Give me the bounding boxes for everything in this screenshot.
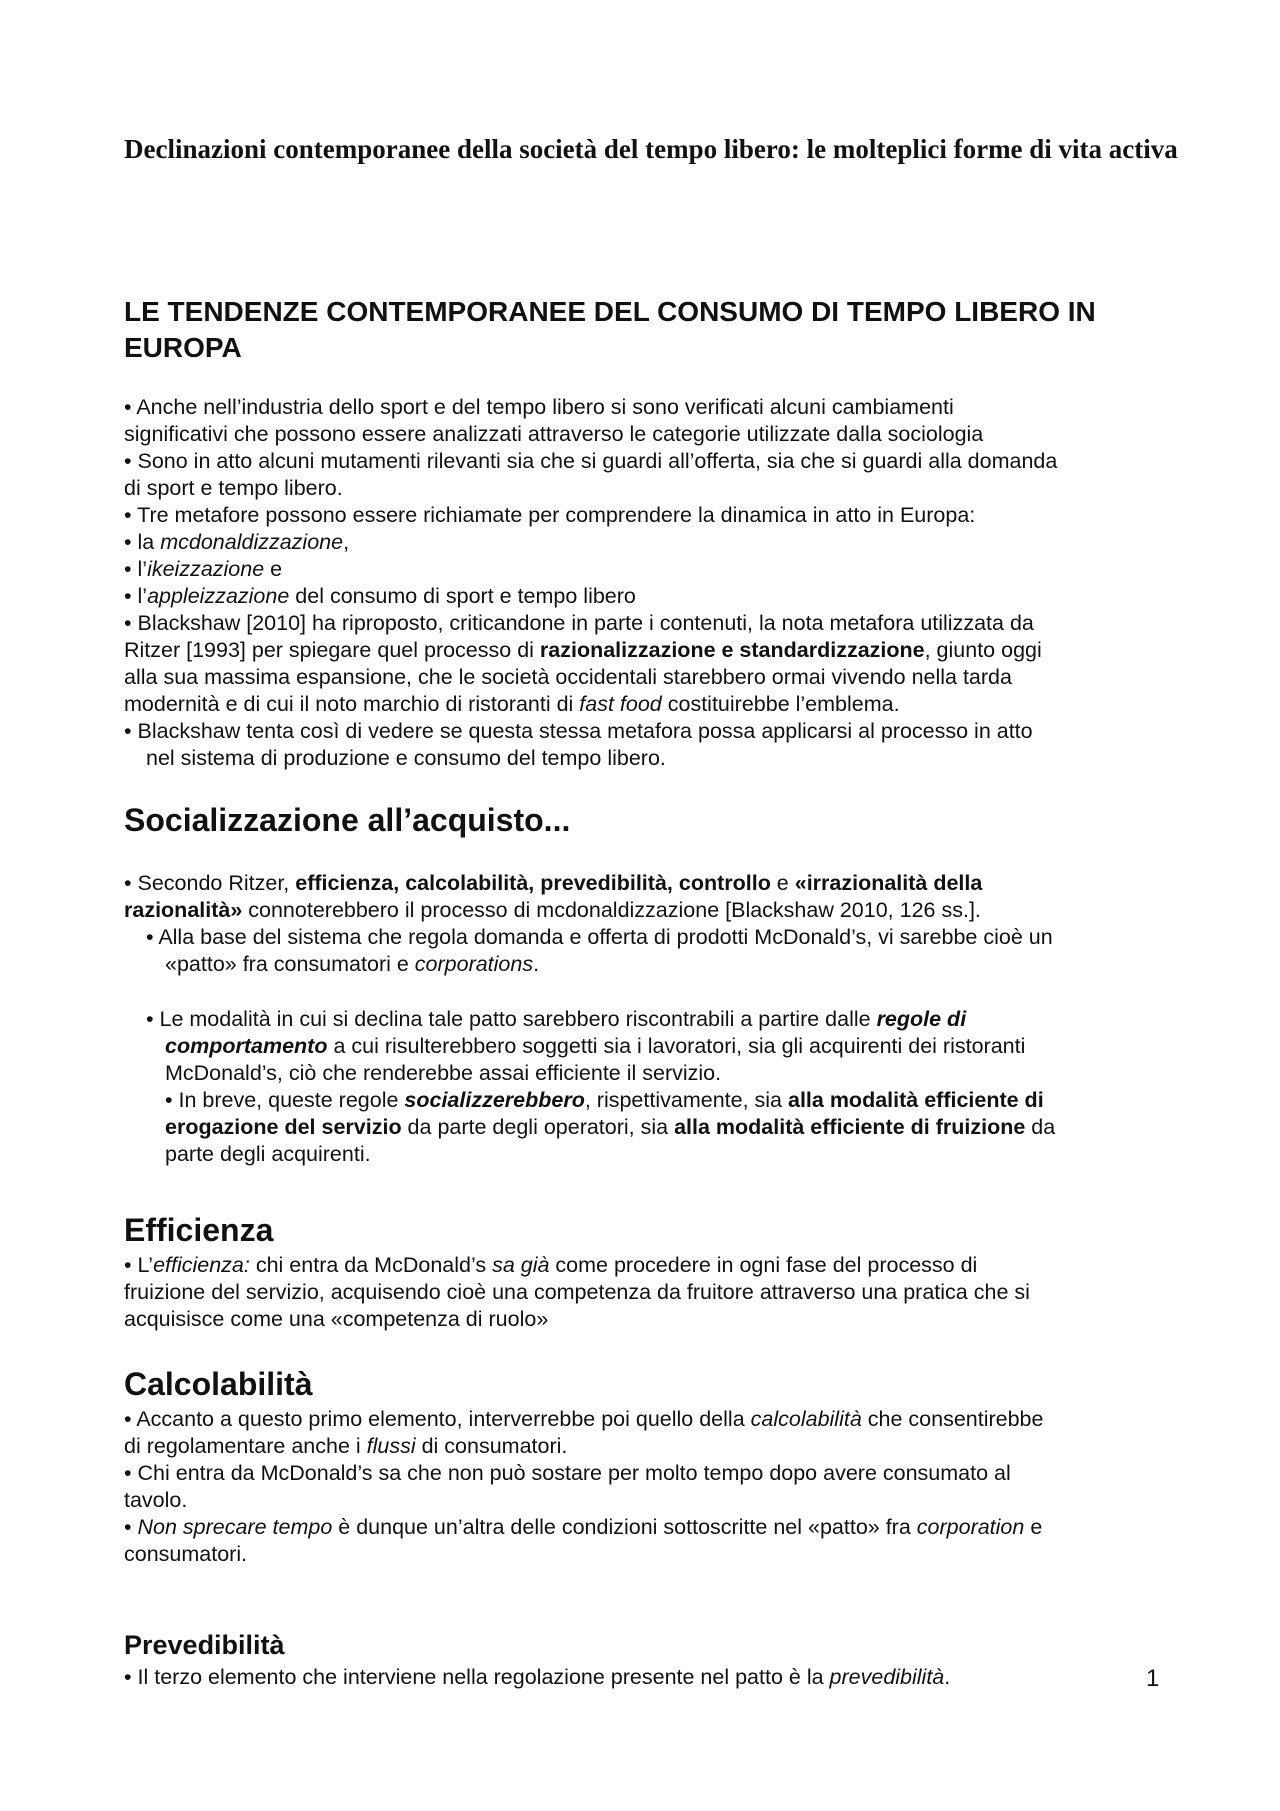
italic-term: fast food [579,692,662,716]
text-line: • Sono in atto alcuni mutamenti rilevanti sia che si guardi all’offerta, sia che si guardi alla domanda [124,449,1058,473]
section-socializzazione-body-2 [124,1006,1184,1168]
bullet-text: • l’ [124,557,148,581]
section-socializzazione-body [124,870,1184,978]
bold-italic-term: regole di [876,1007,967,1031]
text-line: • Anche nell’industria dello sport e del tempo libero si sono verificati alcuni cambiamenti [124,395,954,419]
italic-term: efficienza: [153,1253,250,1277]
text-line [124,691,1184,718]
text-line: significativi che possono essere analizzati attraverso le categorie utilizzate dalla sociologia [124,422,984,446]
section-heading-tendenze: LE TENDENZE CONTEMPORANEE DEL CONSUMO DI TEMPO LIBERO IN EUROPA [124,296,1096,363]
text-span: modernità e di cui il noto marchio di ristoranti di [124,692,580,716]
text-span: e [770,871,795,895]
list-item-appleizzazione [124,583,1184,610]
text-span: • In breve, queste regole [165,1088,405,1112]
conjunction-text: e [264,557,283,581]
section-prevedibilita-body [124,1664,1184,1691]
punctuation: , [343,530,350,554]
text-span: del consumo di sport e tempo libero [289,584,636,608]
italic-term: calcolabilità [750,1407,862,1431]
text-span: • L’ [124,1253,154,1277]
bold-term: prevedibilità [540,871,667,895]
punctuation: , [528,871,541,895]
bold-term: alla modalità efficiente di fruizione [674,1115,1026,1139]
text-line [124,897,1184,924]
punctuation: . [533,952,540,976]
text-line: • Blackshaw tenta così di vedere se questa stessa metafora possa applicarsi al processo in atto [124,719,1033,743]
text-line [124,1033,1184,1060]
text-span: , giunto oggi [924,638,1042,662]
text-span: • Le modalità in cui si declina tale patto sarebbero riscontrabili a partire dalle [146,1007,877,1031]
punctuation: . [944,1665,951,1689]
text-line [124,1087,1184,1114]
text-span: • Accanto a questo primo elemento, interverrebbe poi quello della [124,1407,751,1431]
text-line [124,1514,1184,1541]
text-span: costituirebbe l’emblema. [661,692,900,716]
bold-term: alla modalità efficiente di [787,1088,1044,1112]
list-item-ikeizzazione [124,556,1184,583]
bold-italic-term: socializzerebbero [404,1088,585,1112]
bullet-text: • la [124,530,161,554]
text-line: parte degli acquirenti. [165,1142,371,1166]
bold-term: razionalizzazione e standardizzazione [539,638,925,662]
text-span: a cui risulterebbero soggetti sia i lavoratori, sia gli acquirenti dei ristoranti [327,1034,1026,1058]
bold-term: «irrazionalità della [794,871,983,895]
text-line [124,1006,1184,1033]
section-efficienza-body [124,1252,1184,1333]
text-line [124,951,1184,978]
text-line [124,1433,1184,1460]
bold-italic-term: comportamento [165,1034,328,1058]
text-line: fruizione del servizio, acquisendo cioè una competenza da fruitore attraverso una pratica che si [124,1280,1030,1304]
text-span: che consentirebbe [861,1407,1044,1431]
punctuation: , [666,871,679,895]
bold-term: erogazione del servizio [165,1115,402,1139]
section-tendenze-body [124,394,1184,772]
bullet-text: • l’ [124,584,148,608]
term-ikeizzazione: ikeizzazione [147,557,265,581]
text-line [124,1114,1184,1141]
section-heading-socializzazione: Socializzazione all’acquisto... [124,802,571,838]
italic-term: Non sprecare tempo [137,1515,333,1539]
bold-term: calcolabilità [405,871,529,895]
bold-term: controllo [678,871,771,895]
text-span: da parte degli operatori, sia [401,1115,675,1139]
bold-term: efficienza [295,871,394,895]
text-span: • Secondo Ritzer, [124,871,296,895]
text-span: e [1024,1515,1043,1539]
text-line: tavolo. [124,1488,188,1512]
text-span: connoterebbero il processo di mcdonaldizzazione [Blackshaw 2010, 126 ss.]. [242,898,981,922]
text-line: • Blackshaw [2010] ha riproposto, criticandone in parte i contenuti, la nota metafora utilizzata da [124,611,1034,635]
text-line [124,637,1184,664]
text-span: • Il terzo elemento che interviene nella regolazione presente nel patto è la [124,1665,830,1689]
section-heading-efficienza: Efficienza [124,1212,274,1248]
italic-term: prevedibilità [829,1665,945,1689]
text-span: Ritzer [1993] per spiegare quel processo di [124,638,540,662]
text-line: McDonald’s, ciò che renderebbe assai efficiente il servizio. [165,1061,722,1085]
term-appleizzazione: appleizzazione [147,584,290,608]
text-line: • Alla base del sistema che regola domanda e offerta di prodotti McDonald’s, vi sarebbe cioè un [146,925,1053,949]
section-heading-prevedibilita: Prevedibilità [124,1630,285,1660]
text-span: da [1025,1115,1056,1139]
text-line: consumatori. [124,1542,248,1566]
page-number: 1 [1146,1665,1160,1692]
italic-term: sa già [492,1253,550,1277]
text-line: di sport e tempo libero. [124,476,343,500]
text-line [124,870,1184,897]
text-line: nel sistema di produzione e consumo del tempo libero. [146,746,666,770]
text-span: è dunque un’altra delle condizioni sottoscritte nel «patto» fra [332,1515,917,1539]
term-mcdonaldizzazione: mcdonaldizzazione [160,530,344,554]
punctuation: , [393,871,406,895]
text-span: di consumatori. [415,1434,568,1458]
text-span: , rispettivamente, sia [584,1088,788,1112]
section-heading-calcolabilita: Calcolabilità [124,1366,313,1402]
text-line [124,1406,1184,1433]
text-span: «patto» fra consumatori e [165,952,415,976]
text-span: come procedere in ogni fase del processo di [549,1253,978,1277]
bold-term: razionalità» [124,898,243,922]
text-line: alla sua massima espansione, che le società occidentali starebbero ormai vivendo nella tarda [124,665,1012,689]
text-span: chi entra da McDonald’s [249,1253,493,1277]
section-calcolabilita-body [124,1406,1184,1568]
text-line [124,1664,1184,1691]
italic-term: corporations [414,952,534,976]
text-line: • Tre metafore possono essere richiamate per comprendere la dinamica in atto in Europa: [124,503,976,527]
list-item-mcdonaldizzazione [124,529,1184,556]
text-line [124,1252,1184,1279]
italic-term: corporation [916,1515,1025,1539]
text-line: acquisisce come una «competenza di ruolo» [124,1307,549,1331]
text-span: di regolamentare anche i [124,1434,367,1458]
text-span: • [124,1515,138,1539]
document-title: Declinazioni contemporanee della società del tempo libero: le molteplici forme di vita activa [124,134,1178,164]
italic-term: flussi [366,1434,416,1458]
text-line: • Chi entra da McDonald’s sa che non può sostare per molto tempo dopo avere consumato al [124,1461,1011,1485]
